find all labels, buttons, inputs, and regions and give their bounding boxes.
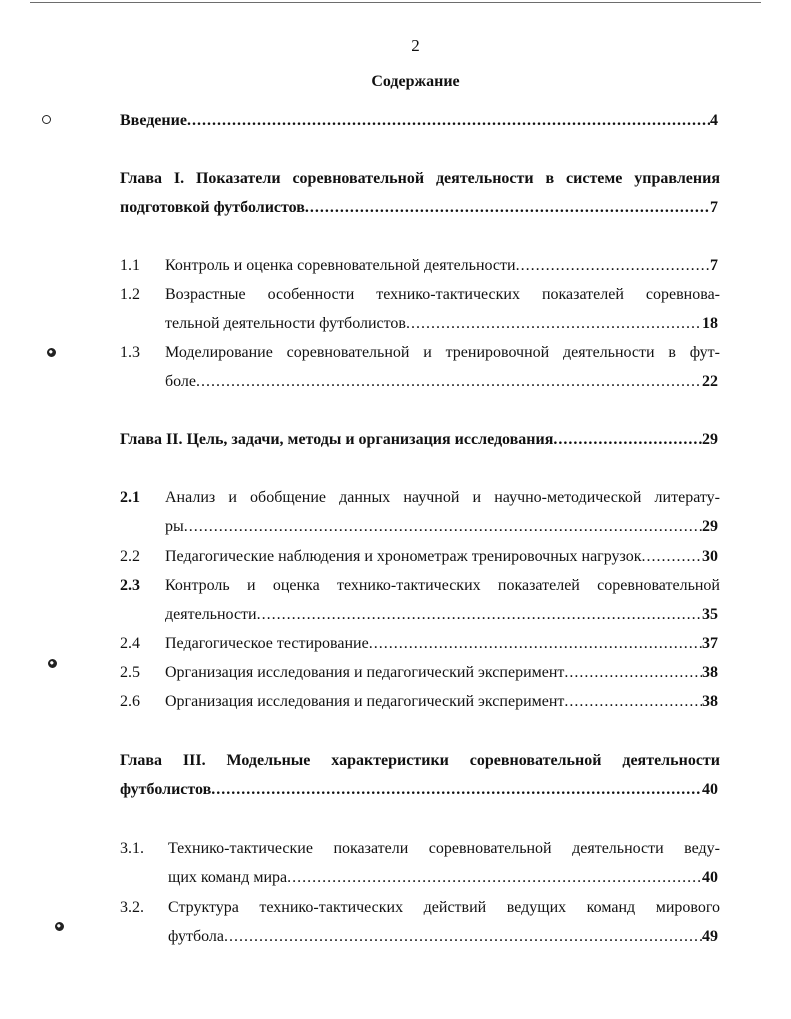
toc-chapter-1-title-line2: подготовкой футболистов (120, 199, 305, 216)
toc-item-2-4[interactable] (165, 635, 718, 657)
leader-dots (564, 664, 702, 682)
leader-dots (187, 112, 710, 130)
toc-item-page: 35 (702, 606, 718, 623)
toc-chapter-2-title: Глава II. Цель, задачи, методы и организация исследования (120, 431, 554, 448)
toc-title: Содержание (371, 73, 460, 90)
toc-item-page: 38 (702, 664, 718, 681)
leader-dots (369, 635, 702, 653)
toc-item-text: Контроль и оценка соревновательной деятельности (165, 257, 516, 274)
toc-item-text: деятельности (165, 606, 257, 623)
toc-item-number: 1.3 (120, 344, 140, 361)
toc-item-number: 3.1. (120, 840, 144, 857)
toc-item-text[interactable]: Анализ и обобщение данных научной и научно-методической литерату- (165, 489, 720, 506)
toc-chapter-3-page: 40 (702, 781, 718, 798)
toc-item-text[interactable]: Структура технико-тактических действий ведущих команд мирового (168, 899, 720, 916)
leader-dots (257, 606, 702, 624)
binder-hole-mark (48, 659, 57, 668)
toc-item-text: тельной деятельности футболистов (165, 315, 406, 332)
toc-item-page: 7 (710, 257, 718, 274)
toc-item-text: Организация исследования и педагогический эксперимент (165, 664, 565, 681)
toc-item-number: 2.2 (120, 548, 140, 565)
toc-item-page: 38 (702, 693, 718, 710)
toc-item-number: 2.5 (120, 664, 140, 681)
toc-item-2-5[interactable] (165, 664, 718, 686)
toc-item-text: боле (165, 373, 197, 390)
binder-hole-mark (42, 115, 51, 124)
toc-item-text: Организация исследования и педагогический эксперимент (165, 693, 565, 710)
toc-item-page: 49 (702, 928, 718, 945)
leader-dots (516, 257, 710, 275)
leader-dots (642, 548, 702, 566)
toc-intro-label: Введение (120, 112, 187, 129)
toc-item-2-2[interactable] (165, 548, 718, 570)
binder-hole-mark (55, 922, 64, 931)
toc-item-3-1[interactable] (168, 869, 718, 891)
toc-chapter-3-title-line2: футболистов (120, 781, 212, 798)
leader-dots (196, 373, 702, 391)
leader-dots (305, 199, 710, 217)
toc-chapter-2-page: 29 (702, 431, 718, 448)
toc-item-2-3[interactable] (165, 606, 718, 628)
toc-item-page: 22 (702, 373, 718, 390)
toc-item-text[interactable]: Контроль и оценка технико-тактических показателей соревновательной (165, 577, 720, 594)
top-rule (30, 2, 761, 3)
toc-item-2-6[interactable] (165, 693, 718, 715)
leader-dots (287, 869, 702, 887)
toc-chapter-2[interactable] (120, 431, 718, 453)
toc-item-number: 2.6 (120, 693, 140, 710)
toc-item-text: футбола (168, 928, 224, 945)
toc-item-page: 18 (702, 315, 718, 332)
toc-item-2-1[interactable] (165, 518, 718, 540)
toc-intro-page: 4 (710, 112, 718, 129)
toc-item-text: ры (165, 518, 184, 535)
toc-item-number: 1.1 (120, 257, 140, 274)
toc-item-number: 2.4 (120, 635, 140, 652)
binder-hole-mark (47, 348, 56, 357)
toc-item-text: Педагогическое тестирование (165, 635, 369, 652)
toc-item-1-3[interactable] (165, 373, 718, 395)
toc-chapter-1-page: 7 (710, 199, 718, 216)
toc-intro[interactable] (120, 112, 718, 134)
leader-dots (553, 431, 702, 449)
toc-item-text[interactable]: Моделирование соревновательной и тренировочной деятельности в фут- (165, 344, 720, 361)
toc-item-text[interactable]: Возрастные особенности технико-тактических показателей соревнова- (165, 286, 720, 303)
toc-item-page: 29 (702, 518, 718, 535)
toc-item-number: 2.3 (120, 577, 140, 594)
toc-chapter-3[interactable] (120, 781, 718, 803)
toc-item-text: Педагогические наблюдения и хронометраж тренировочных нагрузок (165, 548, 642, 565)
toc-chapter-3-title-line1[interactable]: Глава III. Модельные характеристики соревновательной деятельности (120, 752, 720, 769)
leader-dots (211, 781, 702, 799)
toc-item-number: 2.1 (120, 489, 140, 506)
toc-item-number: 1.2 (120, 286, 140, 303)
toc-item-text: щих команд мира (168, 869, 288, 886)
toc-item-page: 37 (702, 635, 718, 652)
toc-item-page: 30 (702, 548, 718, 565)
toc-item-1-2[interactable] (165, 315, 718, 337)
toc-item-text[interactable]: Технико-тактические показатели соревновательной деятельности веду- (168, 840, 720, 857)
toc-item-page: 40 (702, 869, 718, 886)
toc-item-3-2[interactable] (168, 928, 718, 950)
toc-item-1-1[interactable] (165, 257, 718, 279)
leader-dots (184, 518, 702, 536)
toc-chapter-1[interactable] (120, 199, 718, 221)
leader-dots (224, 928, 702, 946)
page-number: 2 (411, 36, 420, 55)
leader-dots (406, 315, 702, 333)
toc-item-number: 3.2. (120, 899, 144, 916)
toc-chapter-1-title-line1[interactable]: Глава I. Показатели соревновательной деятельности в системе управления (120, 170, 720, 187)
leader-dots (564, 693, 702, 711)
